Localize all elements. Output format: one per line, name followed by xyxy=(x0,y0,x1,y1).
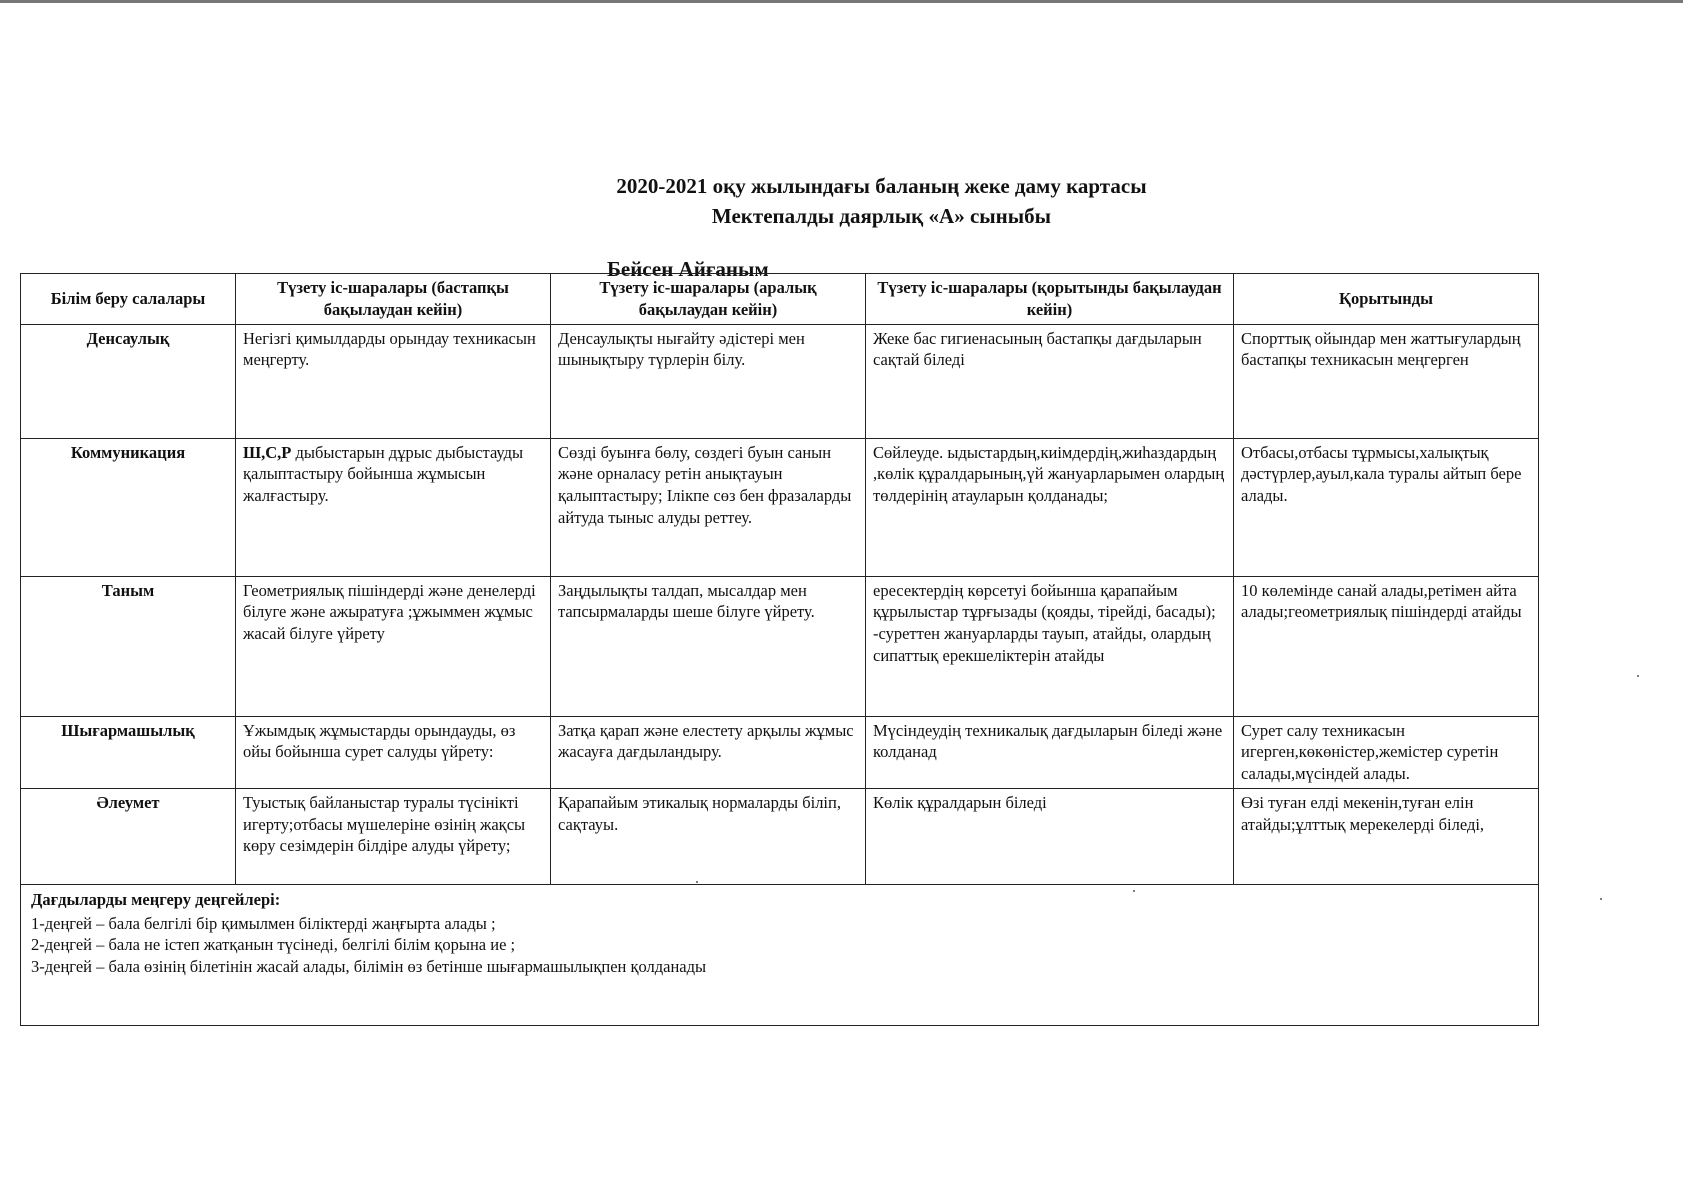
initial-cell: Негізгі қимылдарды орындау техникасын меңгерту. xyxy=(236,324,551,438)
scan-speck xyxy=(696,881,698,883)
levels-cell xyxy=(21,884,1539,1025)
area-cell: Шығармашылық xyxy=(21,716,236,788)
intermediate-cell: Қарапайым этикалық нормаларды біліп, сақтауы. xyxy=(551,788,866,884)
development-card-table xyxy=(20,273,1539,1026)
area-cell: Таным xyxy=(21,576,236,716)
column-header-intermediate: Түзету іс-шаралары (аралық бақылаудан кейін) xyxy=(551,274,866,325)
scan-edge xyxy=(0,0,1683,3)
final-cell: Мүсіндеудің техникалық дағдыларын біледі және колданад xyxy=(866,716,1234,788)
area-cell: Әлеумет xyxy=(21,788,236,884)
initial-cell: Ұжымдық жұмыстарды орындауды, өз ойы бойынша сурет салуды үйрету: xyxy=(236,716,551,788)
column-header-initial: Түзету іс-шаралары (бастапқы бақылаудан кейін) xyxy=(236,274,551,325)
intermediate-cell: Денсаулықты нығайту әдістері мен шынықтыру түрлерін білу. xyxy=(551,324,866,438)
area-cell: Коммуникация xyxy=(21,438,236,576)
conclusion-cell: 10 көлемінде санай алады,ретімен айта алады;геометриялық пішіндерді атайды xyxy=(1234,576,1539,716)
intermediate-cell: Затқа қарап және елестету арқылы жұмыс жасауға дағдыландыру. xyxy=(551,716,866,788)
initial-cell-lead: Ш,С,Р xyxy=(243,442,292,462)
conclusion-cell: Спорттық ойындар мен жаттығулардың бастапқы техникасын меңгерген xyxy=(1234,324,1539,438)
document-title: 2020-2021 оқу жылындағы баланың жеке даму картасы xyxy=(616,174,1147,198)
table-row xyxy=(21,788,1539,884)
final-cell: Сөйлеуде. ыдыстардың,киімдердің,жиһаздардың ,көлік құралдарының,үй жануарларымен олардың төлдерінің атауларын қолданады; xyxy=(866,438,1234,576)
final-cell: ересектердің көрсетуі бойынша қарапайым құрылыстар тұрғызады (қояды, тірейді, басады); -суреттен жануарларды тауып, атайды, олардың сипаттық ерекшеліктерін атайды xyxy=(866,576,1234,716)
initial-cell xyxy=(236,438,551,576)
table-row xyxy=(21,716,1539,788)
level-item-2: 2-деңгей – бала не істеп жатқанын түсінеді, белгілі білім қорына ие ; xyxy=(31,935,516,955)
intermediate-cell: Сөзді буынға бөлу, сөздегі буын санын және орналасу ретін анықтауын қалыптастыру; Ілікпе сөз бен фразаларды айтуда тыныс алуды реттеу. xyxy=(551,438,866,576)
column-header-area: Білім беру салалары xyxy=(21,274,236,325)
conclusion-cell: Өзі туған елді мекенін,туған елін атайды;ұлттық мерекелерді біледі, xyxy=(1234,788,1539,884)
level-item-1: 1-деңгей – бала белгілі бір қимылмен біліктерді жаңғырта алады ; xyxy=(31,913,496,933)
level-item-3: 3-деңгей – бала өзінің білетінін жасай алады, білімін өз бетінше шығармашылықпен қолданады xyxy=(31,957,707,977)
final-cell: Көлік құралдарын біледі xyxy=(866,788,1234,884)
table-header-row xyxy=(21,274,1539,325)
table-row xyxy=(21,324,1539,438)
scan-speck xyxy=(1637,675,1639,677)
initial-cell: Туыстық байланыстар туралы түсінікті игерту;отбасы мүшелеріне өзінің жақсы көру сезімдерін білдіре алуды үйрету; xyxy=(236,788,551,884)
table-row xyxy=(21,438,1539,576)
conclusion-cell: Сурет салу техникасын игерген,көкөністер,жемістер суретін салады,мүсіндей алады. xyxy=(1234,716,1539,788)
column-header-conclusion: Қорытынды xyxy=(1234,274,1539,325)
scan-speck xyxy=(1133,890,1135,892)
levels-row xyxy=(21,884,1539,1025)
scan-speck xyxy=(1600,898,1602,900)
initial-cell: Геометриялық пішіндерді және денелерді білуге және ажыратуға ;ұжыммен жұмыс жасай білуге үйрету xyxy=(236,576,551,716)
intermediate-cell: Заңдылықты талдап, мысалдар мен тапсырмаларды шеше білуге үйрету. xyxy=(551,576,866,716)
document-subtitle: Мектепалды даярлық «А» сыныбы xyxy=(711,204,1052,228)
levels-title: Дағдыларды меңгеру деңгейлері: xyxy=(31,889,281,909)
initial-cell-text: дыбыстарын дұрыс дыбыстауды қалыптастыру бойынша жұмысын жалғастыру. xyxy=(243,442,524,506)
student-name: Бейсен Айғаным xyxy=(607,257,769,281)
conclusion-cell: Отбасы,отбасы тұрмысы,халықтық дәстүрлер,ауыл,кала туралы айтып бере алады. xyxy=(1234,438,1539,576)
table-row xyxy=(21,576,1539,716)
column-header-final: Түзету іс-шаралары (қорытынды бақылаудан кейін) xyxy=(866,274,1234,325)
area-cell: Денсаулық xyxy=(21,324,236,438)
final-cell: Жеке бас гигиенасының бастапқы дағдыларын сақтай біледі xyxy=(866,324,1234,438)
